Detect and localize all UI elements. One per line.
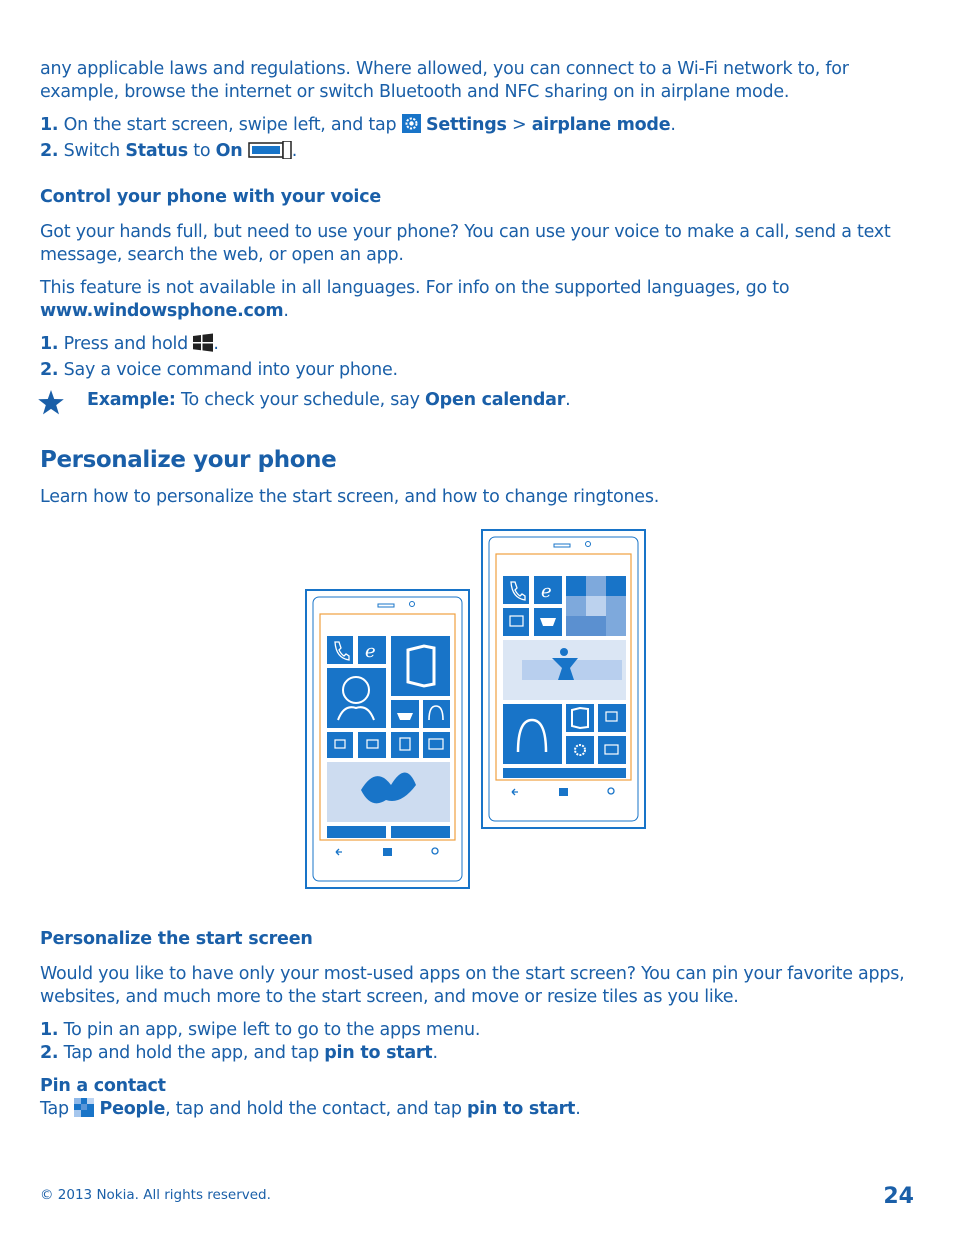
windows-start-icon [193, 333, 213, 359]
copyright-footer: © 2013 Nokia. All rights reserved. [40, 1187, 271, 1203]
pin-contact-text: Tap People, tap and hold the contact, and tap pin to start. [40, 1098, 920, 1124]
start-step-2: 2. Tap and hold the app, and tap pin to start. [40, 1042, 438, 1063]
intro-paragraph [40, 58, 920, 103]
airplane-step-2: 2. Switch Status to On . [40, 140, 920, 166]
example-note: Example: To check your schedule, say Open calendar. [87, 390, 571, 410]
intro-line-1: any applicable laws and regulations. Where allowed, you can connect to a Wi-Fi network to, for [40, 59, 849, 79]
phone-left [306, 590, 469, 888]
toggle-on-icon [248, 141, 292, 166]
airplane-steps [40, 114, 920, 165]
svg-text:e: e [365, 641, 376, 662]
settings-gear-icon [402, 114, 421, 140]
pin-contact-section [40, 1075, 920, 1123]
page-number: 24 [883, 1184, 914, 1209]
start-screen-paragraph: Would you like to have only your most-used apps on the start screen? You can pin your favorite apps, websites, and much more to the start screen, and move or resize tiles as you like. [40, 964, 905, 1007]
voice-steps [40, 333, 920, 381]
pin-contact-heading: Pin a contact [40, 1076, 166, 1096]
airplane-step-1: 1. On the start screen, swipe left, and tap Settings > airplane mode. [40, 114, 920, 140]
voice-step-2: 2. Say a voice command into your phone. [40, 359, 398, 380]
personalize-intro: Learn how to personalize the start screen, and how to change ringtones. [40, 487, 660, 507]
voice-heading: Control your phone with your voice [40, 187, 382, 207]
phone-right [482, 530, 645, 828]
start-screen-heading: Personalize the start screen [40, 929, 313, 949]
start-step-1: 1. To pin an app, swipe left to go to the apps menu. [40, 1020, 481, 1040]
star-icon [38, 390, 64, 419]
start-screen-steps [40, 1019, 920, 1064]
voice-step-1: 1. Press and hold . [40, 333, 920, 359]
svg-text:e: e [541, 581, 552, 602]
people-tile-icon [74, 1098, 94, 1124]
windowsphone-link[interactable]: www.windowsphone.com [40, 300, 284, 321]
voice-paragraph-2: This feature is not available in all languages. For info on the supported languages, go to www.windowsphone.com. [40, 278, 790, 321]
personalize-heading: Personalize your phone [40, 447, 337, 473]
phones-illustration [300, 525, 652, 895]
intro-line-2: example, browse the internet or switch Bluetooth and NFC sharing on in airplane mode. [40, 81, 790, 102]
voice-paragraph-1: Got your hands full, but need to use your phone? You can use your voice to make a call, send a text message, search the web, or open an app. [40, 222, 891, 265]
